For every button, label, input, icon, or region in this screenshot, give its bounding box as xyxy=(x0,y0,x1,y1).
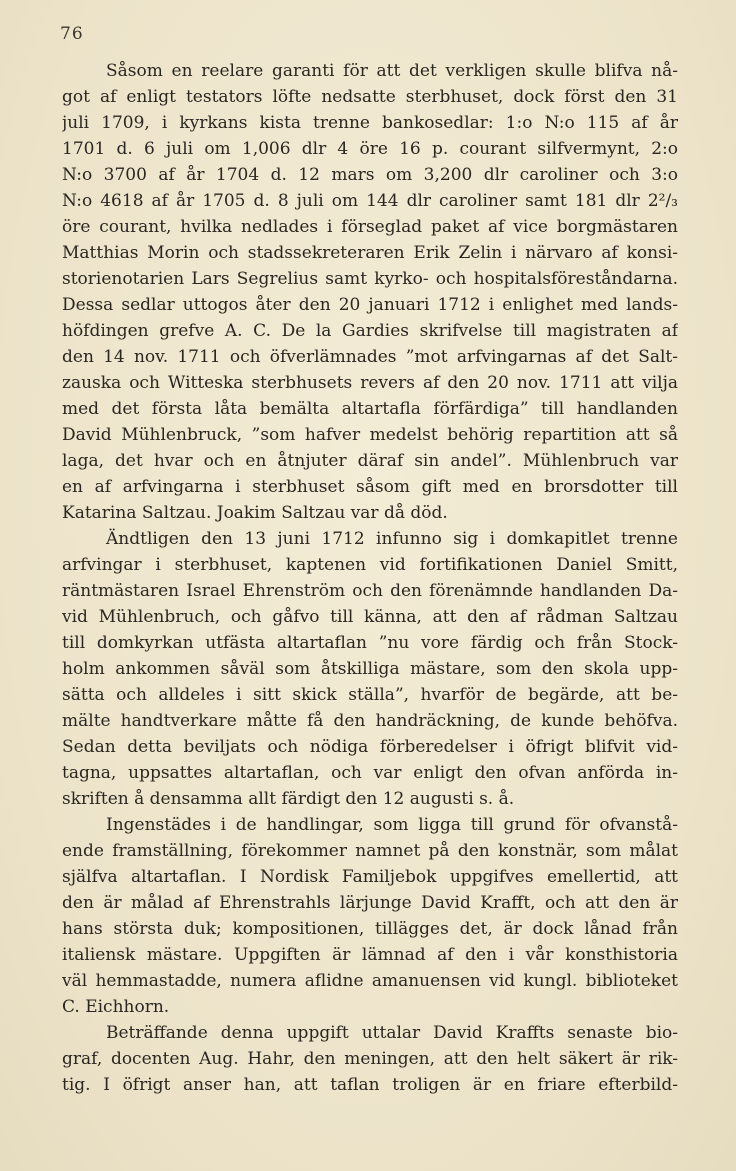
text-line: laga, det hvar och en åtnjuter däraf sin andel”. Mühlenbruch var xyxy=(62,451,678,471)
text-line: Beträffande denna uppgift uttalar David Kraffts senaste bio- xyxy=(106,1023,678,1043)
text-line: Katarina Saltzau. Joakim Saltzau var då död. xyxy=(62,503,448,523)
text-line: storienotarien Lars Segrelius samt kyrko- och hospitalsföreståndarna. xyxy=(62,269,678,289)
text-line: Sedan detta beviljats och nödiga förberedelser i öfrigt blifvit vid- xyxy=(62,737,678,757)
text-line: en af arfvingarna i sterbhuset såsom gift med en brorsdotter till xyxy=(62,477,678,497)
text-line: Ingenstädes i de handlingar, som ligga till grund för ofvanstå- xyxy=(106,815,678,835)
text-line: holm ankommen såväl som åtskilliga mästare, som den skola upp- xyxy=(62,659,678,679)
text-line: vid Mühlenbruch, och gåfvo till känna, att den af rådman Saltzau xyxy=(62,607,678,627)
text-line: mälte handtverkare måtte få den handräckning, de kunde behöfva. xyxy=(62,711,678,731)
text-line: tagna, uppsattes altartaflan, och var enligt den ofvan anförda in- xyxy=(62,763,678,783)
text-line: med det första låta bemälta altartafla förfärdiga” till handlanden xyxy=(62,399,678,419)
text-line: graf, docenten Aug. Hahr, den meningen, att den helt säkert är rik- xyxy=(62,1049,678,1069)
body-text xyxy=(62,58,678,1098)
text-line: italiensk mästare. Uppgiften är lämnad af den i vår konsthistoria xyxy=(62,945,678,965)
text-line: höfdingen grefve A. C. De la Gardies skrifvelse till magistraten af xyxy=(62,321,678,341)
paragraph xyxy=(62,812,678,1020)
text-line: Såsom en reelare garanti för att det verkligen skulle blifva nå- xyxy=(106,61,678,81)
text-line: N:o 4618 af år 1705 d. 8 juli om 144 dlr caroliner samt 181 dlr 2²/₃ xyxy=(62,191,678,211)
paragraph xyxy=(62,58,678,526)
text-line: N:o 3700 af år 1704 d. 12 mars om 3,200 dlr caroliner och 3:o xyxy=(62,165,678,185)
text-line: zauska och Witteska sterbhusets revers af den 20 nov. 1711 att vilja xyxy=(62,373,678,393)
text-line: räntmästaren Israel Ehrenström och den förenämnde handlanden Da- xyxy=(62,581,678,601)
text-line: själfva altartaflan. I Nordisk Familjebok uppgifves emellertid, att xyxy=(62,867,678,887)
text-line: Matthias Morin och stadssekreteraren Erik Zelin i närvaro af konsi- xyxy=(62,243,678,263)
text-line: hans största duk; kompositionen, tillägges det, är dock lånad från xyxy=(62,919,678,939)
text-line: skriften å densamma allt färdigt den 12 augusti s. å. xyxy=(62,789,515,809)
text-line: sätta och alldeles i sitt skick ställa”, hvarför de begärde, att be- xyxy=(62,685,678,705)
text-line: tig. I öfrigt anser han, att taflan troligen är en friare efterbild- xyxy=(62,1075,678,1095)
text-line: got af enligt testators löfte nedsatte sterbhuset, dock först den 31 xyxy=(62,87,678,107)
text-line: till domkyrkan utfästa altartaflan ”nu vore färdig och från Stock- xyxy=(62,633,678,653)
text-line: ende framställning, förekommer namnet på den konstnär, som målat xyxy=(62,841,678,861)
text-line: David Mühlenbruck, ”som hafver medelst behörig repartition att så xyxy=(62,425,678,445)
text-line: väl hemmastadde, numera aflidne amanuensen vid kungl. biblioteket xyxy=(62,971,678,991)
text-line: öre courant, hvilka nedlades i förseglad paket af vice borgmästaren xyxy=(62,217,678,237)
text-line: Ändtligen den 13 juni 1712 infunno sig i domkapitlet trenne xyxy=(106,529,678,549)
paragraph xyxy=(62,526,678,812)
text-line: C. Eichhorn. xyxy=(62,997,170,1017)
page-number: 76 xyxy=(60,24,84,44)
text-line: den är målad af Ehrenstrahls lärjunge David Krafft, och att den är xyxy=(62,893,678,913)
text-line: Dessa sedlar uttogos åter den 20 januari 1712 i enlighet med lands- xyxy=(62,295,678,315)
text-line: den 14 nov. 1711 och öfverlämnades ”mot arfvingarnas af det Salt- xyxy=(62,347,678,367)
text-line: 1701 d. 6 juli om 1,006 dlr 4 öre 16 p. courant silfvermynt, 2:o xyxy=(62,139,678,159)
text-line: juli 1709, i kyrkans kista trenne bankosedlar: 1:o N:o 115 af år xyxy=(62,113,678,133)
paragraph xyxy=(62,1020,678,1098)
text-line: arfvingar i sterbhuset, kaptenen vid fortifikationen Daniel Smitt, xyxy=(62,555,678,575)
